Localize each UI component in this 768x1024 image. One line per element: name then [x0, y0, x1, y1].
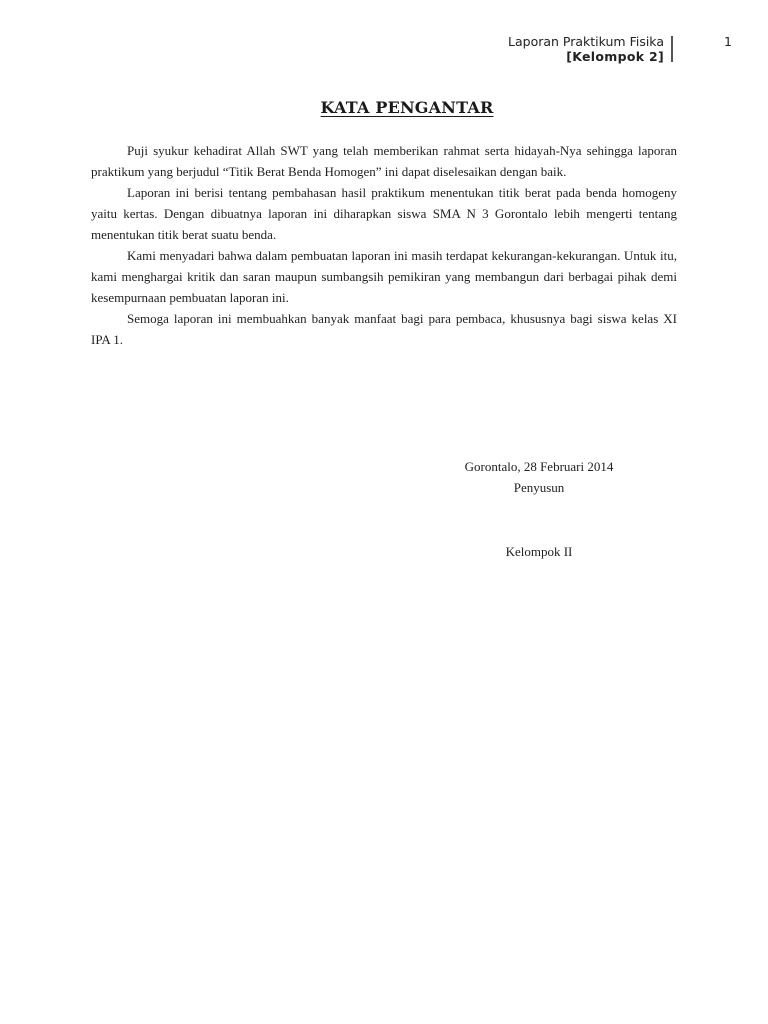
paragraph-3: Kami menyadari bahwa dalam pembuatan laporan ini masih terdapat kekurangan-kekurangan. Untuk itu, kami menghargai kritik dan saran maupun sumbangsih pemikiran yang membangun dari berbagai pihak demi kesempurnaan pembuatan laporan ini.: [91, 248, 677, 305]
document-title: KATA PENGANTAR: [320, 98, 494, 117]
header-group-label: [Kelompok 2]: [566, 49, 664, 64]
page-number: 1: [724, 34, 732, 49]
header-report-title: Laporan Praktikum Fisika: [508, 34, 664, 49]
document-body: [91, 140, 677, 350]
header-divider: [671, 36, 673, 62]
closing-role: Penyusun: [513, 480, 565, 495]
paragraph-1: Puji syukur kehadirat Allah SWT yang telah memberikan rahmat serta hidayah-Nya sehingga laporan praktikum yang berjudul “Titik Berat Benda Homogen” ini dapat diselesaikan dengan baik.: [91, 143, 677, 179]
closing-signer: Kelompok II: [505, 544, 573, 559]
page-header: [0, 34, 768, 64]
paragraph-2: Laporan ini berisi tentang pembahasan hasil praktikum menentukan titik berat pada benda homogeny yaitu kertas. Dengan dibuatnya laporan ini diharapkan siswa SMA N 3 Gorontalo lebih mengerti tentang menentukan titik berat suatu benda.: [91, 185, 677, 242]
header-text-block: [508, 34, 664, 64]
closing-block: [434, 456, 644, 562]
closing-place-date: Gorontalo, 28 Februari 2014: [464, 459, 614, 474]
paragraph-4: Semoga laporan ini membuahkan banyak manfaat bagi para pembaca, khususnya bagi siswa kelas XI IPA 1.: [91, 311, 677, 347]
